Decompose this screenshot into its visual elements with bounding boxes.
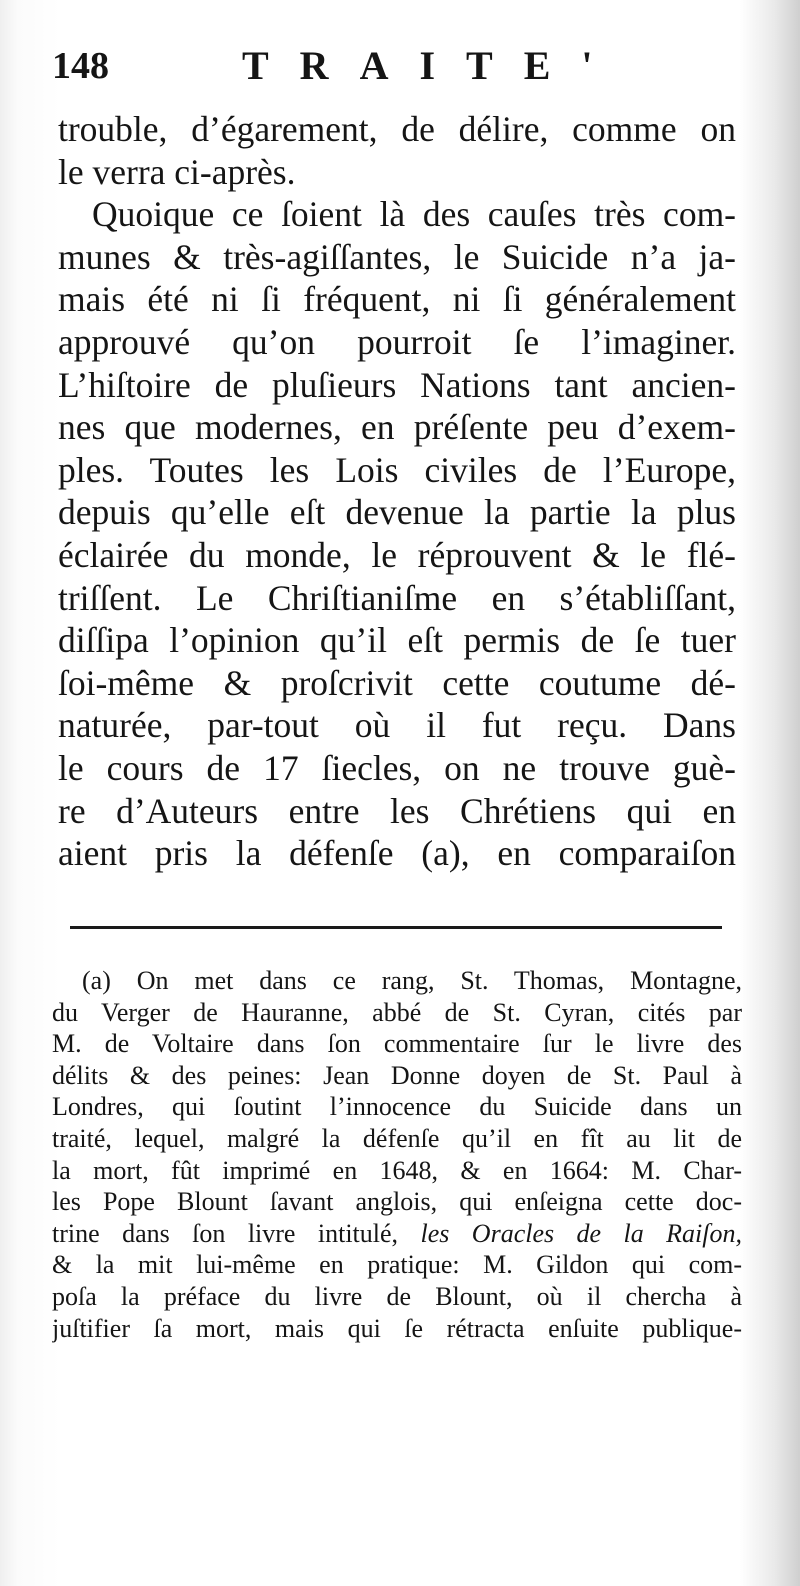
text-line: depuis qu’elle eſt devenue la partie la plus — [58, 492, 736, 533]
page-number: 148 — [52, 45, 109, 87]
footnote-line: poſa la préface du livre de Blount, où il chercha à — [52, 1281, 742, 1311]
text-line: naturée, par-tout où il fut reçu. Dans — [58, 705, 736, 746]
text-line: triſſent. Le Chriſtianiſme en s’établiſſant, — [58, 577, 736, 618]
footnote-line: délits & des peines: Jean Donne doyen de St. Paul à — [52, 1060, 742, 1090]
footnote-line: du Verger de Hauranne, abbé de St. Cyran, cités par — [52, 997, 742, 1027]
footnote-separator-rule — [70, 926, 722, 929]
text-line: munes & très-agiſſantes, le Suicide n’a ja- — [58, 236, 736, 277]
text-line: éclairée du monde, le réprouvent & le flé- — [58, 534, 736, 575]
text-line: nes que modernes, en préſente peu d’exem- — [58, 407, 736, 448]
text-line: ples. Toutes les Lois civiles de l’Europe, — [58, 449, 736, 490]
footnote-line: M. de Voltaire dans ſon commentaire ſur le livre des — [52, 1029, 742, 1059]
text-line: approuvé qu’on pourroit ſe l’imaginer. — [58, 321, 736, 362]
text-line: trouble, d’égarement, de délire, comme on — [58, 109, 736, 149]
page-header — [52, 40, 752, 100]
footnote-line: & la mit lui-même en pratique: M. Gildon qui com- — [52, 1250, 742, 1280]
main-text — [58, 108, 736, 875]
footnote-line: Londres, qui ſoutint l’innocence du Suicide dans un — [52, 1092, 742, 1122]
footnote-line: les Pope Blount ſavant anglois, qui enſeigna cette doc- — [52, 1187, 742, 1217]
text-line: ſoi-même & proſcrivit cette coutume dé- — [58, 662, 736, 703]
text-line: L’hiſtoire de pluſieurs Nations tant ancien- — [58, 364, 736, 405]
text-line: le verra ci-après. — [58, 151, 296, 192]
footnote — [52, 965, 742, 1344]
text-line: re d’Auteurs entre les Chrétiens qui en — [58, 790, 736, 831]
footnote-line — [52, 1218, 742, 1250]
text-line: Quoique ce ſoient là des cauſes très com- — [92, 194, 736, 235]
footnote-line: la mort, fût imprimé en 1648, & en 1664: M. Char- — [52, 1155, 742, 1185]
book-title-italic: les Oracles de la Raiſon, — [420, 1218, 742, 1248]
text-line: aient pris la défenſe (a), en comparaiſon — [58, 833, 736, 874]
text-line: diſſipa l’opinion qu’il eſt permis de ſe tuer — [58, 620, 736, 661]
text-line: mais été ni ſi fréquent, ni ſi généralement — [58, 279, 736, 320]
running-title: TRAITE' — [242, 43, 624, 88]
text-line: le cours de 17 ſiecles, on ne trouve guè- — [58, 747, 736, 788]
footnote-text: trine dans ſon livre intitulé, — [52, 1218, 399, 1248]
footnote-line: traité, lequel, malgré la défenſe qu’il en fît au lit de — [52, 1123, 742, 1153]
footnote-line: (a) On met dans ce rang, St. Thomas, Montagne, — [82, 966, 742, 995]
footnote-line: juſtifier ſa mort, mais qui ſe rétracta enſuite publique- — [52, 1313, 742, 1343]
